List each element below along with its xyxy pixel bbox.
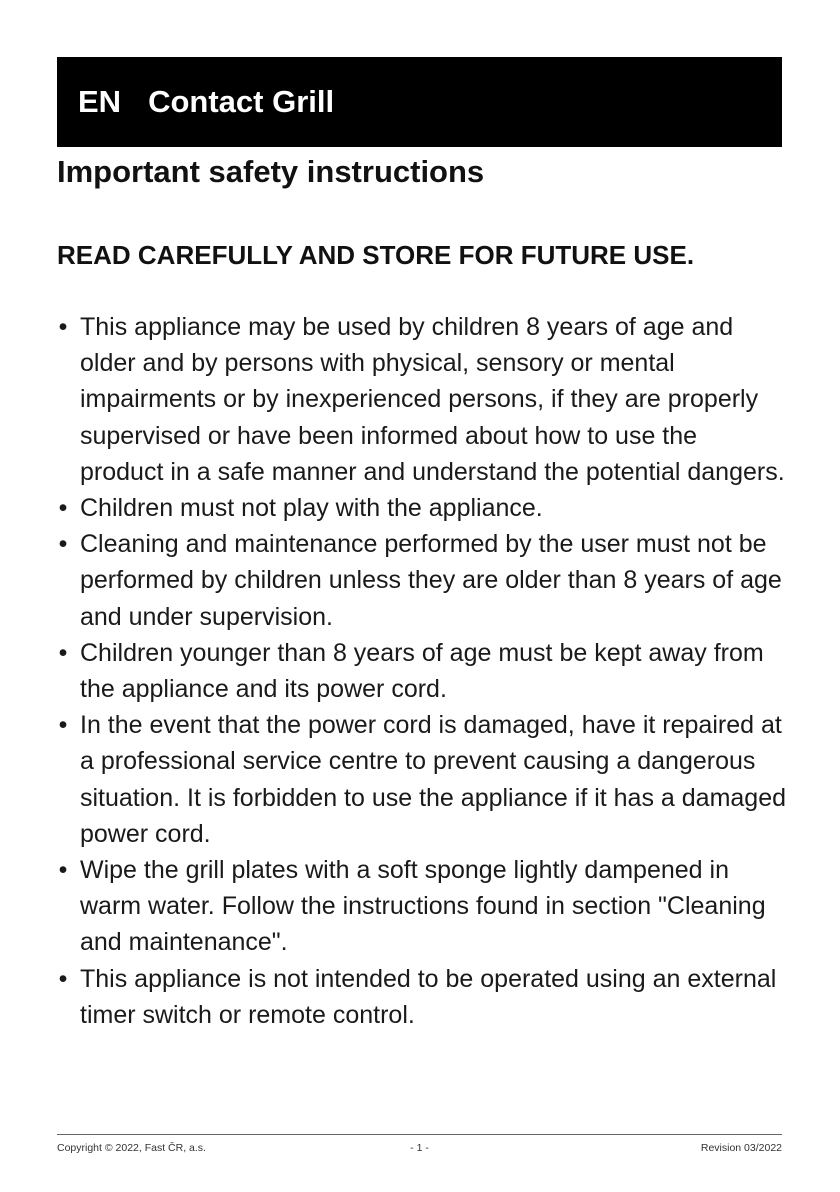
bullet-icon: • bbox=[58, 711, 68, 740]
list-item bbox=[57, 490, 787, 526]
list-item bbox=[57, 309, 787, 490]
instruction-text: Cleaning and maintenance performed by the user must not be performed by children unless they are older than 8 years of age and under supervision. bbox=[80, 530, 782, 631]
page-footer bbox=[57, 1142, 782, 1158]
instruction-text: Wipe the grill plates with a soft sponge lightly dampened in warm water. Follow the instructions found in section "Cleaning and maintenance". bbox=[80, 856, 766, 957]
instruction-text: In the event that the power cord is damaged, have it repaired at a professional service centre to prevent causing a dangerous situation. It is forbidden to use the appliance if it has a damaged power cord. bbox=[80, 711, 787, 848]
section-title: Important safety instructions bbox=[57, 154, 485, 189]
bullet-icon: • bbox=[58, 494, 68, 523]
list-item bbox=[57, 961, 787, 1033]
revision-label: Revision 03/2022 bbox=[700, 1142, 782, 1154]
list-item bbox=[57, 707, 787, 852]
footer-divider bbox=[57, 1134, 782, 1135]
language-code: EN bbox=[78, 84, 122, 119]
instruction-text: This appliance may be used by children 8 years of age and older and by persons with physical, sensory or mental impairments or by inexperienced persons, if they are properly supervised or have been informed about how to use the product in a safe manner and understand the potential dangers. bbox=[80, 313, 785, 486]
product-title: Contact Grill bbox=[148, 84, 335, 119]
bullet-icon: • bbox=[58, 856, 68, 885]
safety-instructions-list bbox=[57, 309, 787, 1033]
bullet-icon: • bbox=[58, 638, 68, 667]
bullet-icon: • bbox=[58, 313, 68, 341]
document-header-bar bbox=[57, 57, 782, 147]
read-carefully-callout: READ CAREFULLY AND STORE FOR FUTURE USE. bbox=[57, 240, 695, 270]
bullet-icon: • bbox=[58, 964, 68, 993]
copyright-notice: Copyright © 2022, Fast ČR, a.s. bbox=[57, 1142, 206, 1154]
page-number: - 1 - bbox=[410, 1142, 429, 1154]
list-item bbox=[57, 526, 787, 635]
bullet-icon: • bbox=[58, 530, 68, 559]
instruction-text: This appliance is not intended to be operated using an external timer switch or remote control. bbox=[80, 964, 777, 1029]
list-item bbox=[57, 852, 787, 961]
instruction-text: Children younger than 8 years of age must be kept away from the appliance and its power cord. bbox=[80, 638, 764, 704]
list-item bbox=[57, 635, 787, 707]
instruction-text: Children must not play with the appliance. bbox=[80, 494, 543, 523]
